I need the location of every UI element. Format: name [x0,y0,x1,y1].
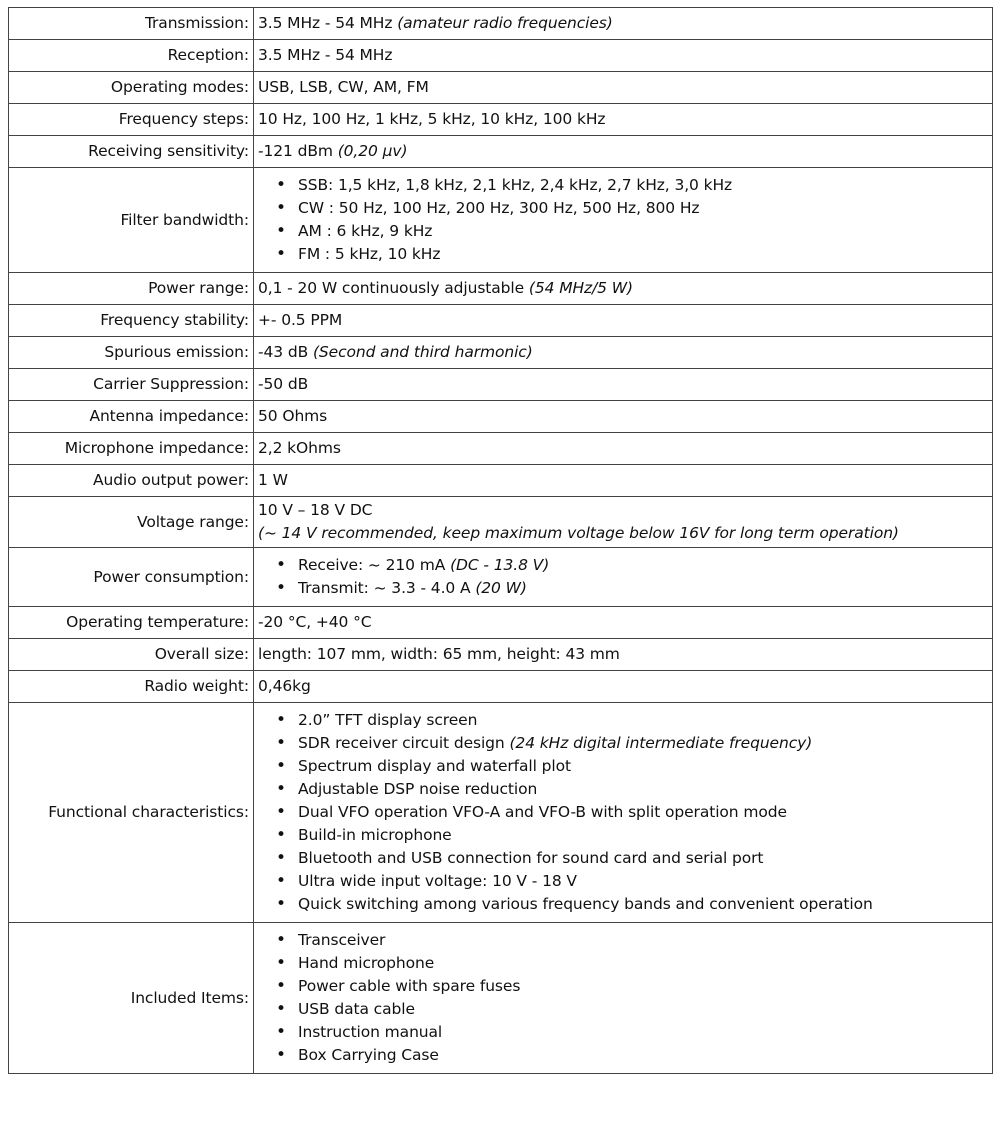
value-text: -121 dBm [258,142,333,160]
value-text: 2,2 kOhms [258,439,341,457]
value-note: (amateur radio frequencies) [397,14,613,32]
spec-value [254,168,993,273]
spec-value [254,401,993,433]
table-row [9,72,993,104]
spec-label: Voltage range: [9,497,254,548]
spec-label: Receiving sensitivity: [9,136,254,168]
list-item: • CW : 50 Hz, 100 Hz, 200 Hz, 300 Hz, 500 Hz, 800 Hz [276,197,988,220]
table-row [9,168,993,273]
spec-value [254,607,993,639]
list-item: • Quick switching among various frequency bands and convenient operation [276,893,988,916]
value-note: (54 MHz/5 W) [528,279,633,297]
spec-label: Operating modes: [9,72,254,104]
value-text: length: 107 mm, width: 65 mm, height: 43 mm [258,645,620,663]
table-row [9,548,993,607]
table-row [9,639,993,671]
spec-value [254,136,993,168]
value-note: (0,20 µv) [337,142,408,160]
spec-label: Reception: [9,40,254,72]
specifications-table [8,7,993,1074]
spec-value [254,671,993,703]
table-row [9,465,993,497]
list-item: • Build-in microphone [276,824,988,847]
list-item: • Bluetooth and USB connection for sound card and serial port [276,847,988,870]
table-row [9,607,993,639]
spec-value [254,548,993,607]
list-item [276,554,988,577]
value-text: -43 dB [258,343,309,361]
list-item: • FM : 5 kHz, 10 kHz [276,243,988,266]
list-item: • Dual VFO operation VFO-A and VFO-B with split operation mode [276,801,988,824]
spec-label: Filter bandwidth: [9,168,254,273]
table-row [9,40,993,72]
table-row [9,703,993,923]
spec-label: Functional characteristics: [9,703,254,923]
spec-value [254,305,993,337]
value-text: -50 dB [258,375,309,393]
list-item: • Box Carrying Case [276,1044,988,1067]
spec-label: Overall size: [9,639,254,671]
list-item: • Power cable with spare fuses [276,975,988,998]
value-text: USB, LSB, CW, AM, FM [258,78,429,96]
bullet-list [258,170,988,270]
table-row [9,305,993,337]
list-item: • AM : 6 kHz, 9 kHz [276,220,988,243]
spec-label: Power consumption: [9,548,254,607]
spec-value [254,8,993,40]
item-note: (DC - 13.8 V) [450,556,550,574]
spec-label: Operating temperature: [9,607,254,639]
table-row [9,401,993,433]
spec-value [254,465,993,497]
bullet-list [258,925,988,1071]
spec-value [254,40,993,72]
value-text: 50 Ohms [258,407,328,425]
value-text: 1 W [258,471,288,489]
value-text: 0,46kg [258,677,311,695]
list-item [276,577,988,600]
spec-value [254,639,993,671]
item-text: Receive: ~ 210 mA [298,556,446,574]
spec-value [254,273,993,305]
spec-value [254,369,993,401]
spec-value [254,337,993,369]
spec-label: Frequency stability: [9,305,254,337]
table-row [9,337,993,369]
spec-label: Power range: [9,273,254,305]
spec-value [254,703,993,923]
spec-value [254,497,993,548]
table-row [9,136,993,168]
list-item: • Hand microphone [276,952,988,975]
list-item: • Adjustable DSP noise reduction [276,778,988,801]
spec-label: Microphone impedance: [9,433,254,465]
list-item: • Transceiver [276,929,988,952]
list-item: • 2.0” TFT display screen [276,709,988,732]
value-text: 10 Hz, 100 Hz, 1 kHz, 5 kHz, 10 kHz, 100 kHz [258,110,606,128]
spec-label: Transmission: [9,8,254,40]
spec-label: Frequency steps: [9,104,254,136]
item-note: (24 kHz digital intermediate frequency) [509,734,813,752]
table-row [9,104,993,136]
table-row [9,433,993,465]
spec-label: Spurious emission: [9,337,254,369]
table-row [9,273,993,305]
list-item [276,732,988,755]
value-text: 10 V – 18 V DC [258,501,373,519]
value-text: 3.5 MHz - 54 MHz [258,14,393,32]
table-row [9,923,993,1074]
value-note: (Second and third harmonic) [312,343,533,361]
list-item: • Ultra wide input voltage: 10 V - 18 V [276,870,988,893]
item-text: SDR receiver circuit design [298,734,505,752]
list-item: • SSB: 1,5 kHz, 1,8 kHz, 2,1 kHz, 2,4 kHz, 2,7 kHz, 3,0 kHz [276,174,988,197]
table-row [9,8,993,40]
spec-label: Included Items: [9,923,254,1074]
value-note: (~ 14 V recommended, keep maximum voltage below 16V for long term operation) [258,524,899,542]
table-row [9,497,993,548]
spec-value [254,433,993,465]
spec-label: Radio weight: [9,671,254,703]
spec-value [254,923,993,1074]
list-item: • Spectrum display and waterfall plot [276,755,988,778]
item-note: (20 W) [475,579,527,597]
table-row [9,671,993,703]
spec-label: Audio output power: [9,465,254,497]
spec-value [254,104,993,136]
list-item: • USB data cable [276,998,988,1021]
value-text: -20 °C, +40 °C [258,613,372,631]
table-row [9,369,993,401]
list-item: • Instruction manual [276,1021,988,1044]
value-text: +- 0.5 PPM [258,311,343,329]
item-text: Transmit: ~ 3.3 - 4.0 A [298,579,471,597]
spec-value [254,72,993,104]
bullet-list [258,705,988,920]
spec-label: Carrier Suppression: [9,369,254,401]
value-text: 3.5 MHz - 54 MHz [258,46,393,64]
value-text: 0,1 - 20 W continuously adjustable [258,279,525,297]
bullet-list [258,550,988,604]
spec-label: Antenna impedance: [9,401,254,433]
